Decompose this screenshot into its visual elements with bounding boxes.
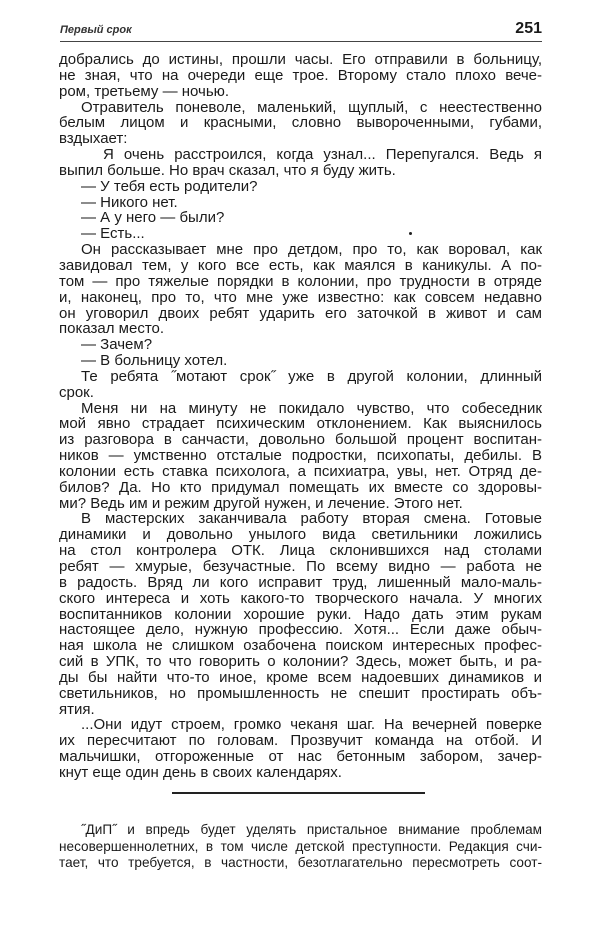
text-line: Меня ни на минуту не покидало чувство, что собеседник xyxy=(81,399,542,417)
text-line: на стол контролера ОТК. Лица склонившихся над столами xyxy=(59,542,542,560)
text-line: В мастерских заканчивала работу вторая смена. Готовые xyxy=(81,510,542,528)
text-line: ми? Ведь им и режим другой нужен, и лечение. Этого нет. xyxy=(59,494,463,512)
print-speck xyxy=(409,232,412,235)
text-line: ребят — хмурые, безучастные. По всему видно — работа не xyxy=(59,558,542,575)
dialogue-line: — У тебя есть родители? xyxy=(81,177,258,195)
text-line: и, наконец, про то, что мне уже известно: как совсем недавно xyxy=(59,288,542,306)
text-line: срок. xyxy=(59,383,94,401)
text-line: завидовал тем, у кого все есть, как маялся в каникулы. А по- xyxy=(59,256,542,274)
dialogue-line: — В больницу хотел. xyxy=(81,352,228,370)
note-line: тает, что требуется, в частности, безотлагательно пересмотреть соот- xyxy=(59,855,542,870)
body-text xyxy=(59,52,542,781)
text-line: Я очень расстроился, когда узнал... Перепугался. Ведь я xyxy=(103,146,542,164)
text-line: Те ребята ˝мотают срок˝ уже в другой колонии, длинный xyxy=(81,367,542,385)
text-line: не зная, что на очереди еще трое. Второму стало плохо вече- xyxy=(59,66,542,84)
text-line: в радость. Вряд ли кого исправит труд, лишенный мало-маль- xyxy=(59,573,542,591)
text-line: колонии есть ставка психолога, а психиатра, увы, нет. Отряд де- xyxy=(59,462,542,480)
section-divider xyxy=(172,792,425,794)
text-line: ...Они идут строем, громко чеканя шаг. На вечерней поверке xyxy=(81,716,542,734)
dialogue-line: — Никого нет. xyxy=(81,193,178,211)
text-line: мой явно страдает психическим отклонением. Как выяснилось xyxy=(59,415,542,433)
text-line: ского интереса и хоть какого-то творческого начала. У многих xyxy=(59,589,542,607)
text-line: динамики и довольно унылого вида светильники ложились xyxy=(59,526,542,544)
text-line: настоящее дело, нужную профессию. Хотя... Если даже обыч- xyxy=(59,621,542,639)
running-title: Первый срок xyxy=(60,24,132,36)
text-line: ников — умственно отсталые подростки, психопаты, дебилы. В xyxy=(59,447,542,465)
dialogue-line: — Есть... xyxy=(81,225,145,243)
text-line: выпил больше. Но врач сказал, что я буду жить. xyxy=(59,161,396,179)
text-line: кнут еще один день в своих календарях. xyxy=(59,763,342,781)
text-line: мальчишки, отгороженные от нас бетонным забором, зачер- xyxy=(59,748,542,766)
text-line: том — про тяжелые порядки в колонии, про трудности в отряде xyxy=(59,272,542,290)
text-line: Он рассказывает мне про детдом, про то, как воровал, как xyxy=(81,241,542,259)
dialogue-line: — А у него — были? xyxy=(81,209,225,227)
text-line: сий в УПК, то что говорить о колонии? Здесь, может быть, и ра- xyxy=(59,653,542,671)
text-line: ятия. xyxy=(59,700,95,718)
text-line: воспитанников колонии хорошие руки. Надо дать этим рукам xyxy=(59,605,542,623)
editorial-note xyxy=(59,822,542,872)
text-line: ды бы найти что-то иное, кроме всем надоевших динамиков и xyxy=(59,668,542,686)
note-line: несовершеннолетних, в том числе детской преступности. Редакция счи- xyxy=(59,838,542,854)
text-line: из разговора в санчасти, довольно большой процент воспитан- xyxy=(59,431,542,449)
text-line: он уговорил двоих ребят ударить его заточкой в живот и сам xyxy=(59,304,542,322)
dialogue-line: — Зачем? xyxy=(81,336,153,354)
text-line: билов? Да. Но кто придумал помещать их вместе со здоровы- xyxy=(59,478,542,496)
text-line: вздыхает: xyxy=(59,130,128,148)
note-line: ˝ДиП˝ и впредь будет уделять пристальное внимание проблемам xyxy=(81,822,542,837)
text-line: ром, третьему — ночью. xyxy=(59,82,230,100)
text-line: добрались до истины, прошли часы. Его отправили в больницу, xyxy=(59,51,542,68)
text-line: их пересчитают по головам. Прозвучит команда на отбой. И xyxy=(59,732,542,750)
header-rule xyxy=(60,41,542,42)
text-line: показал место. xyxy=(59,320,165,338)
text-line: светильников, но промышленность не спешит простирать объ- xyxy=(59,684,542,702)
text-line: ная школа не слишком озабочена поиском интересных профес- xyxy=(59,637,542,655)
text-line: белым лицом и красными, словно вывороченными, губами, xyxy=(59,114,542,132)
running-header xyxy=(60,20,542,40)
page-number: 251 xyxy=(515,20,542,37)
text-line: Отравитель поневоле, маленький, щуплый, с неестественно xyxy=(81,98,542,116)
